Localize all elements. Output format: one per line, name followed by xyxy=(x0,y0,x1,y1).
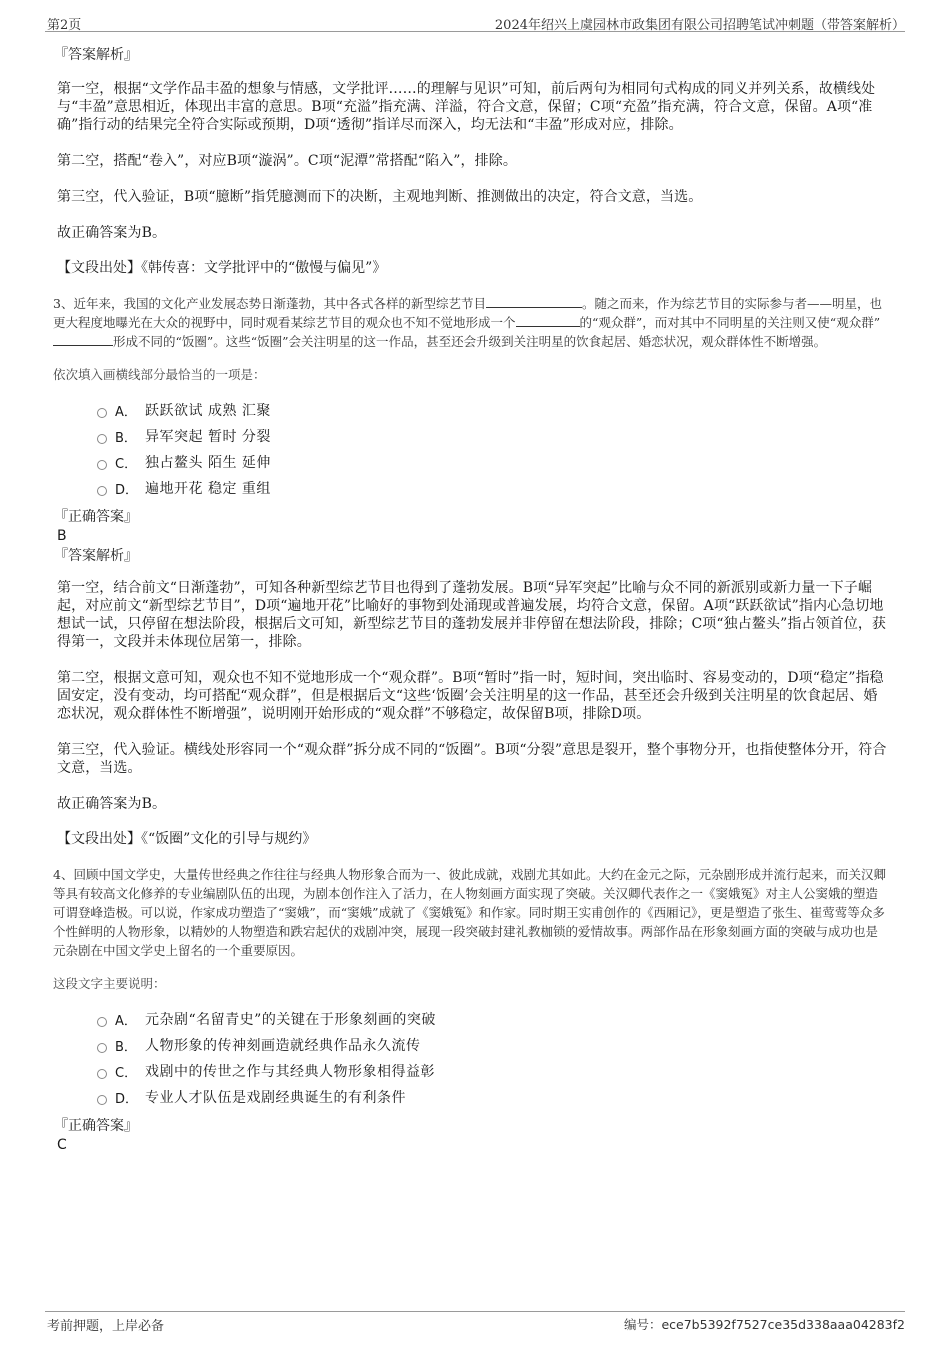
analysis-paragraph: 第三空，代入验证。横线处形容同一个“观众群”拆分成不同的“饭圈”。B项“分裂”意思是裂开，整个事物分开，也指使整体分开，符合文意，当选。 xyxy=(57,742,887,776)
radio-icon[interactable] xyxy=(97,460,107,470)
analysis-conclusion: 故正确答案为B。 xyxy=(57,796,167,812)
radio-icon[interactable] xyxy=(97,1095,107,1105)
fill-blank xyxy=(53,334,113,346)
analysis-conclusion: 故正确答案为B。 xyxy=(57,225,167,241)
correct-answer: B xyxy=(57,528,67,544)
option-c[interactable]: C． 戏剧中的传世之作与其经典人物形象相得益彰 xyxy=(97,1058,889,1084)
page-header xyxy=(45,10,905,32)
correct-answer-label: 『正确答案』 xyxy=(54,1118,138,1134)
option-d[interactable]: D． 遍地开花 稳定 重组 xyxy=(97,475,889,501)
radio-icon[interactable] xyxy=(97,1069,107,1079)
option-b[interactable]: B． 人物形象的传神刻画造就经典作品永久流传 xyxy=(97,1032,889,1058)
page-number: 第2页 xyxy=(47,18,82,33)
analysis-paragraph: 第三空，代入验证，B项“臆断”指凭臆测而下的决断，主观地判断、推测做出的决定，符合文意，当选。 xyxy=(57,189,703,205)
option-a[interactable]: A． 跃跃欲试 成熟 汇聚 xyxy=(97,397,889,423)
analysis-paragraph: 第一空，结合前文“日渐蓬勃”，可知各种新型综艺节目也得到了蓬勃发展。B项“异军突起”比喻与众不同的新派别或新力量一下子崛起，对应前文“新型综艺节目”，D项“遍地开花”比喻好的事物到处涌现或普遍发展，均符合文意，保留。A项“跃跃欲试”指内心急切地想试一试，只停留在想法阶段，根据后文可知，新型综艺节目的蓬勃发展并非停留在想法阶段，排除；C项“独占鳌头”指占领首位，获得第一，文段并未体现位居第一，排除。 xyxy=(57,580,887,650)
correct-answer: C xyxy=(57,1137,67,1153)
fill-blank xyxy=(486,296,582,308)
radio-icon[interactable] xyxy=(97,408,107,418)
analysis-paragraph: 第二空，搭配“卷入”，对应B项“漩涡”。C项“泥潭”常搭配“陷入”，排除。 xyxy=(57,153,517,169)
question-prompt: 依次填入画横线部分最恰当的一项是： xyxy=(53,367,266,382)
analysis-paragraph: 第一空，根据“文学作品丰盈的想象与情感，文学批评……的理解与见识”可知，前后两句为相同句式构成的同义并列关系，故横线处与“丰盈”意思相近，体现出丰富的意思。B项“充溢”指充满、洋溢，符合文意，保留；C项“充盈”指充满，符合文意，保留。A项“准确”指行动的结果完全符合实际或预期，D项“透彻”指详尽而深入，均无法和“丰盈”形成对应，排除。 xyxy=(57,81,876,133)
footer-slogan: 考前押题，上岸必备 xyxy=(47,1319,165,1334)
analysis-label: 『答案解析』 xyxy=(54,548,138,564)
document-title: 2024年绍兴上虞园林市政集团有限公司招聘笔试冲刺题（带答案解析） xyxy=(494,18,905,33)
question-prompt: 这段文字主要说明： xyxy=(53,976,166,991)
radio-icon[interactable] xyxy=(97,486,107,496)
passage-source: 【文段出处】《韩传喜：文学批评中的“傲慢与偏见”》 xyxy=(57,260,387,276)
correct-answer-label: 『正确答案』 xyxy=(54,509,138,525)
document-code: 编号：ece7b5392f7527ce35d338aaa04283f2 xyxy=(623,1317,905,1332)
radio-icon[interactable] xyxy=(97,434,107,444)
radio-icon[interactable] xyxy=(97,1017,107,1027)
option-list xyxy=(97,397,889,501)
question-stem: 4、回顾中国文学史，大量传世经典之作往往与经典人物形象合而为一、彼此成就，戏剧尤其如此。大约在金元之际，元杂剧形成并流行起来，而关汉卿等具有较高文化修养的专业编剧队伍的出现，为剧本创作注入了活力，在人物刻画方面实现了突破。关汉卿代表作之一《窦娥冤》对主人公窦娥的塑造可谓登峰造极。可以说，作家成功塑造了“窦娥”，而“窦娥”成就了《窦娥冤》和作家。同时期王实甫创作的《西厢记》，更是塑造了张生、崔莺莺等众多个性鲜明的人物形象，以精妙的人物塑造和跌宕起伏的戏剧冲突，展现一段突破封建礼教枷锁的爱情故事。两部作品在形象刻画方面的突破与成功也是元杂剧在中国文学史上留名的一个重要原因。 xyxy=(53,867,886,958)
page-footer xyxy=(45,1311,905,1333)
option-d[interactable]: D． 专业人才队伍是戏剧经典诞生的有利条件 xyxy=(97,1084,889,1110)
analysis-paragraph: 第二空，根据文意可知，观众也不知不觉地形成一个“观众群”。B项“暂时”指一时，短时间，突出临时、容易变动的，D项“稳定”指稳固安定，没有变动，均可搭配“观众群”，但是根据后文“这些‘饭圈’会关注明星的这一作品，甚至还会升级到关注明星的饮食起居、婚恋状况，观众群体性不断增强”，说明刚开始形成的“观众群”不够稳定，故保留B项，排除D项。 xyxy=(57,670,884,722)
option-b[interactable]: B． 异军突起 暂时 分裂 xyxy=(97,423,889,449)
page-content xyxy=(53,44,889,1154)
option-c[interactable]: C． 独占鳌头 陌生 延伸 xyxy=(97,449,889,475)
option-a[interactable]: A． 元杂剧“名留青史”的关键在于形象刻画的突破 xyxy=(97,1006,889,1032)
question-stem: 3、近年来，我国的文化产业发展态势日渐蓬勃，其中各式各样的新型综艺节目 。随之而来，作为综艺节目的实际参与者——明星，也更大程度地曝光在大众的视野中，同时观看某综艺节目的观众也不知不觉地形成一个 的“观众群”，而对其中不同明星的关注则又使“观众群”形成不同的“饭圈”。这些“饭圈”会关注明星的这一作品，甚至还会升级到关注明星的饮食起居、婚恋状况，观众群体性不断增强。 xyxy=(53,296,882,349)
analysis-label: 『答案解析』 xyxy=(54,47,138,63)
fill-blank xyxy=(516,315,580,327)
option-list xyxy=(97,1006,889,1110)
passage-source: 【文段出处】《“饭圈”文化的引导与规约》 xyxy=(57,831,317,847)
radio-icon[interactable] xyxy=(97,1043,107,1053)
